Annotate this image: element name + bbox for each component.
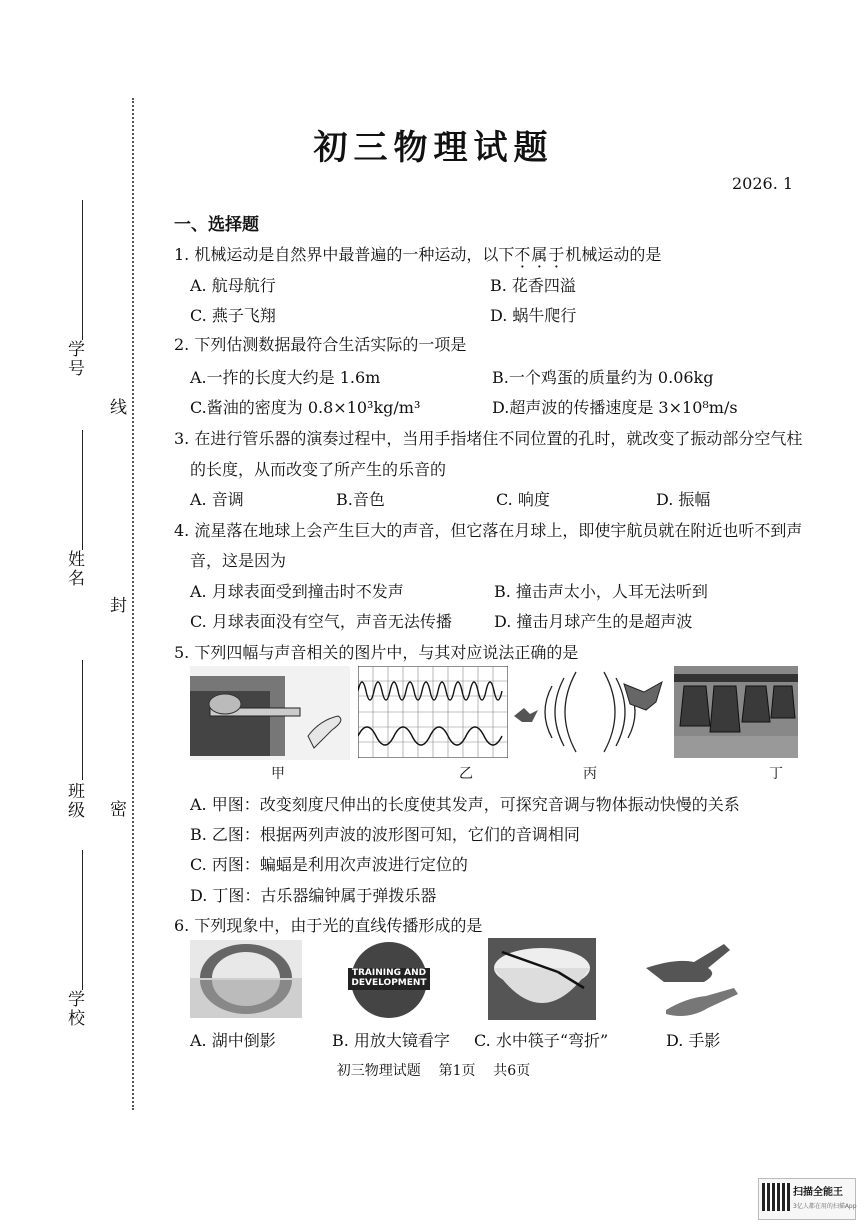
section-heading: 一、选择题 [174,215,259,235]
figure-yi-waveforms [358,666,508,758]
caption-ding: 丁 [769,766,783,782]
figure-bing-bat [512,666,668,758]
question-4-line1: 4. 流星落在地球上会产生巨大的声音，但它落在月球上，即使宇航员就在附近也听不到声 [174,521,803,540]
seal-mi: 密 [106,800,126,819]
q2-option-a: A.一拃的长度大约是 1.6m [190,368,381,387]
label-banji: 班级 [64,782,84,820]
q5-option-d: D. 丁图：古乐器编钟属于弹拨乐器 [190,886,437,905]
q5-option-c: C. 丙图：蝙蝠是利用次声波进行定位的 [190,855,468,874]
q4-option-a: A. 月球表面受到撞击时不发声 [190,582,404,601]
blank-line-xuexiao [82,850,83,990]
q5-option-a: A. 甲图：改变刻度尺伸出的长度使其发声，可探究音调与物体振动快慢的关系 [190,795,740,814]
scanner-watermark [758,1178,856,1220]
figure-chopstick-bowl [488,938,596,1020]
q4-option-d: D. 撞击月球产生的是超声波 [494,612,693,631]
label-xuexiao: 学校 [64,990,84,1028]
label-xuehao: 学号 [64,340,84,378]
caption-yi: 乙 [459,766,473,782]
scanner-brand: 扫描全能王 [793,1187,843,1198]
q4-option-b: B. 撞击声太小，人耳无法听到 [494,582,708,601]
emphasis-text: 不属于 [514,245,566,264]
question-3-line2: 的长度，从而改变了所产生的乐音的 [190,460,447,479]
scanner-slogan: 3亿人都在用的扫描App [793,1203,857,1210]
q2-option-b: B.一个鸡蛋的质量约为 0.06kg [492,368,714,387]
q6-option-a: A. 湖中倒影 [190,1031,276,1050]
figure-hand-shadow [646,940,746,1020]
q1-option-b: B. 花香四溢 [490,276,576,295]
blank-line-xuehao [82,200,83,340]
binding-dotted-line [132,98,134,1110]
figure-jia-ruler [190,666,350,760]
q3-option-d: D. 振幅 [656,490,711,509]
page-title: 初三物理试题 [313,128,554,168]
page-footer: 初三物理试题 第1页 共6页 [336,1063,531,1079]
exam-date: 2026. 1 [732,174,794,193]
figure-ding-bells [674,666,798,758]
q6-option-b: B. 用放大镜看字 [332,1031,450,1050]
blank-line-banji [82,660,83,780]
question-4-line2: 音，这是因为 [190,551,287,570]
question-1: 1. 机械运动是自然界中最普遍的一种运动，以下不属于机械运动的是 [174,245,662,264]
figure-bridge-reflection [190,940,302,1018]
q2-option-d: D.超声波的传播速度是 3×10⁸m/s [492,398,738,417]
magnifier-sign-text: TRAINING AND DEVELOPMENT [351,968,427,988]
question-5: 5. 下列四幅与声音相关的图片中，与其对应说法正确的是 [174,643,579,662]
question-2: 2. 下列估测数据最符合生活实际的一项是 [174,335,467,354]
q1-option-a: A. 航母航行 [190,276,276,295]
caption-bing: 丙 [583,766,597,782]
label-xingming: 姓名 [64,550,84,588]
q6-option-c: C. 水中筷子“弯折” [474,1031,609,1050]
q5-option-b: B. 乙图：根据两列声波的波形图可知，它们的音调相同 [190,825,580,844]
question-3-line1: 3. 在进行管乐器的演奏过程中，当用手指堵住不同位置的孔时，就改变了振动部分空气柱 [174,429,803,448]
q3-option-c: C. 响度 [496,490,550,509]
caption-jia: 甲 [271,766,285,782]
q4-option-c: C. 月球表面没有空气，声音无法传播 [190,612,452,631]
q1-option-d: D. 蜗牛爬行 [490,306,577,325]
seal-feng: 封 [106,596,126,615]
seal-xian: 线 [106,398,126,417]
blank-line-xingming [82,430,83,550]
q3-option-b: B.音色 [336,490,385,509]
q2-option-c: C.酱油的密度为 0.8×10³kg/m³ [190,398,421,417]
q3-option-a: A. 音调 [190,490,244,509]
qr-code-icon [762,1183,790,1211]
q6-option-d: D. 手影 [666,1031,721,1050]
question-6: 6. 下列现象中，由于光的直线传播形成的是 [174,916,483,935]
q1-option-c: C. 燕子飞翔 [190,306,276,325]
